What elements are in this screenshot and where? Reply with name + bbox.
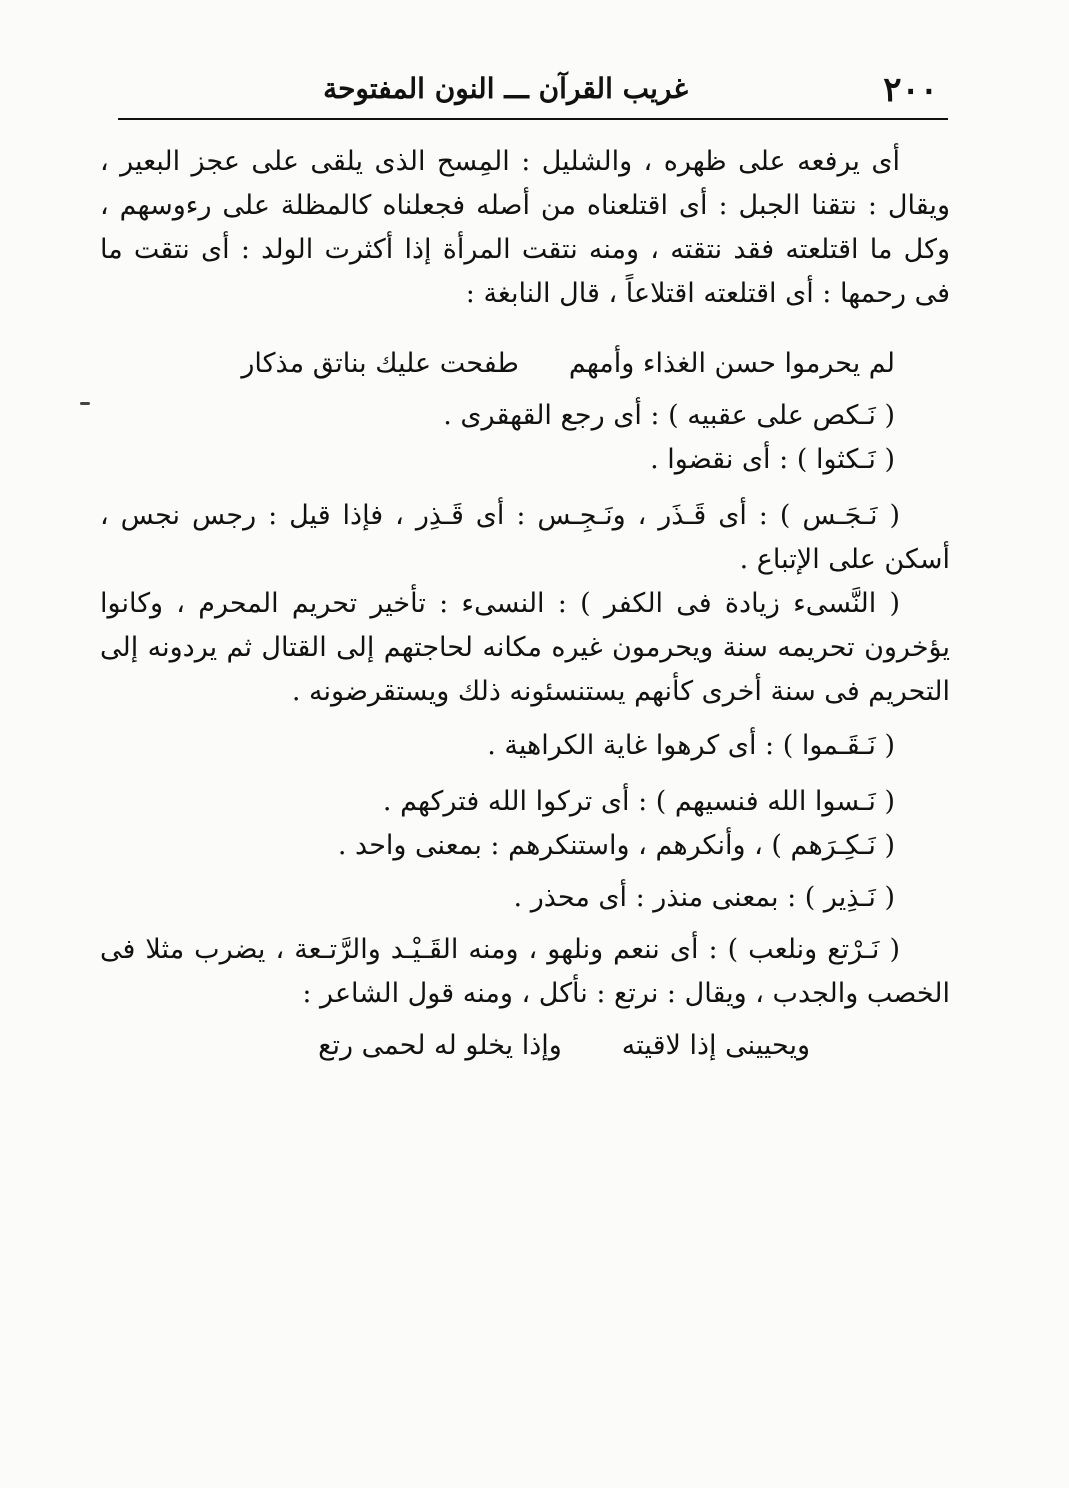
- page-number: ٢٠٠: [883, 70, 938, 110]
- verse-2-second-hemistich: وإذا يخلو له لحمى رتع: [318, 1030, 562, 1061]
- entry-nakasa: ( نَـكص على عقبيه ) : أى رجع القهقرى .: [443, 400, 895, 431]
- verse-1-first-hemistich: لم يحرموا حسن الغذاء وأمهم: [568, 348, 895, 379]
- entry-nakathu: ( نَـكثوا ) : أى نقضوا .: [650, 444, 895, 475]
- verse-line-2: [100, 1016, 950, 1076]
- spacer: [100, 868, 950, 876]
- spacer: [100, 482, 950, 494]
- entry-nadhir: ( نَـذِير ) : بمعنى منذر : أى محذر .: [513, 882, 895, 913]
- entry-nasi: ( النَّسىء زيادة فى الكفر ) : النسىء : تأخير تحريم المحرم ، وكانوا يؤخرون تحريمه سنة ويحرمون غيره مكانه لحاجتهم إلى القتال ثم يردونه إلى التحريم فى سنة أخرى كأنهم يستنسئونه ذلك ويستقرضونه .: [100, 588, 950, 707]
- paragraph-intro: أى يرفعه على ظهره ، والشليل : المِسح الذى يلقى على عجز البعير ، ويقال : نتقنا الجبل : أى اقتلعناه من أصله فجعلناه كالمظلة على رءوسهم ، وكل ما اقتلعته فقد نتقته ، ومنه نتقت المرأة إذا أكثرت الولد : أى نتقت ما فى رحمها : أى اقتلعته اقتلاعاً ، قال النابغة :: [100, 146, 950, 309]
- header-rule: [118, 118, 948, 120]
- verse-1-second-hemistich: طفحت عليك بناتق مذكار: [241, 348, 519, 379]
- verse-line-1: [100, 334, 950, 394]
- entry-naqamu: ( نَـقَـموا ) : أى كرهوا غاية الكراهية .: [487, 730, 895, 761]
- entry-najas: ( نَـجَـس ) : أى قَـذَر ، ونَـجِـس : أى قَـذِر ، فإذا قيل : رجس نجس ، أسكن على الإتباع .: [100, 500, 950, 575]
- verse-2-first-hemistich: ويحيينى إذا لاقيته: [621, 1030, 810, 1061]
- ink-mark: [80, 402, 90, 405]
- running-title: غريب القرآن ـــ النون المفتوحة: [323, 72, 688, 105]
- spacer: [100, 768, 950, 780]
- page-body: [100, 140, 950, 1076]
- entry-nartaa: ( نَـرْتع ونلعب ) : أى ننعم ونلهو ، ومنه القَـيْـد والرَّتـعة ، يضرب مثلا فى الخصب والجدب ، ويقال : نرتع : نأكل ، ومنه قول الشاعر :: [100, 934, 950, 1009]
- spacer: [100, 316, 950, 334]
- entry-nakirahum: ( نَـكِـرَهم ) ، وأنكرهم ، واستنكرهم : بمعنى واحد .: [337, 830, 895, 861]
- entry-nasu: ( نَـسوا الله فنسيهم ) : أى تركوا الله فتركهم .: [382, 786, 895, 817]
- page-header: [118, 60, 938, 120]
- spacer: [100, 920, 950, 928]
- spacer: [100, 714, 950, 724]
